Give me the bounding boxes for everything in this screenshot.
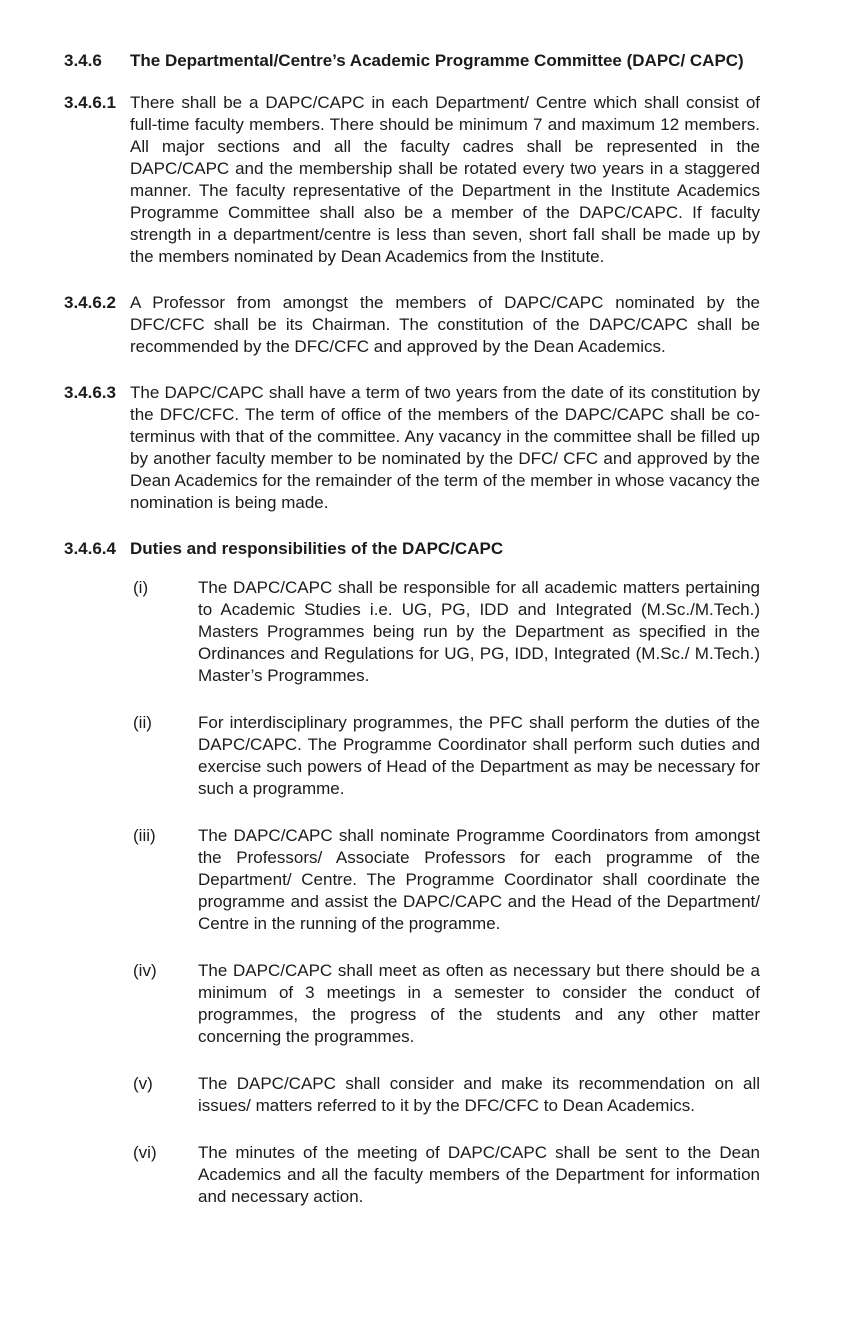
duties-item-ii-text: For interdisciplinary programmes, the PFC shall perform the duties of the DAPC/CAPC. The Programme Coordinator shall perform such duties and exercise such powers of Head of the Department as may be necessary for such a programme. <box>198 713 760 798</box>
duties-item-iv-marker: (iv) <box>133 961 157 980</box>
document-content <box>64 50 760 1233</box>
section-3-4-6-4-number: 3.4.6.4 <box>64 539 116 558</box>
section-3-4-6-3-paragraph: The DAPC/CAPC shall have a term of two years from the date of its constitution by the DFC/CFC. The term of office of the members of the DAPC/CAPC shall be co-terminus with that of the committee. Any vacancy in the committee shall be filled up by another faculty member to be nominated by the DFC/ CFC and approved by the Dean Academics for the remainder of the term of the member in whose vacancy the nomination is being made. <box>130 383 760 512</box>
section-3-4-6 <box>64 50 760 72</box>
duties-item-ii <box>133 712 760 800</box>
duties-item-iii-marker: (iii) <box>133 826 156 845</box>
section-3-4-6-1-paragraph: There shall be a DAPC/CAPC in each Department/ Centre which shall consist of full-time faculty members. There should be minimum 7 and maximum 12 members. All major sections and all the faculty cadres shall be represented in the DAPC/CAPC and the membership shall be rotated every two years in a staggered manner. The faculty representative of the Department in the Institute Academics Programme Committee shall also be a member of the DAPC/CAPC. If faculty strength in a department/centre is less than seven, short fall shall be made up by the members nominated by Dean Academics from the Institute. <box>130 93 760 266</box>
duties-item-vi-text: The minutes of the meeting of DAPC/CAPC shall be sent to the Dean Academics and all the faculty members of the Department for information and necessary action. <box>198 1143 760 1206</box>
duties-item-iv-text: The DAPC/CAPC shall meet as often as necessary but there should be a minimum of 3 meetings in a semester to consider the conduct of programmes, the progress of the students and any other matter concerning the programmes. <box>198 961 760 1046</box>
section-3-4-6-heading-text: The Departmental/Centre’s Academic Programme Committee (DAPC/ CAPC) <box>130 51 744 70</box>
section-3-4-6-3-number: 3.4.6.3 <box>64 383 116 402</box>
duties-item-iii-text: The DAPC/CAPC shall nominate Programme Coordinators from amongst the Professors/ Associate Professors for each programme of the Department/ Centre. The Programme Coordinator shall coordinate the programme and assist the DAPC/CAPC and the Head of the Department/ Centre in the running of the programme. <box>198 826 760 933</box>
duties-item-v-text: The DAPC/CAPC shall consider and make its recommendation on all issues/ matters referred to it by the DFC/CFC to Dean Academics. <box>198 1074 760 1115</box>
section-3-4-6-2 <box>64 292 760 358</box>
section-3-4-6-number: 3.4.6 <box>64 51 102 70</box>
duties-item-ii-marker: (ii) <box>133 713 152 732</box>
section-3-4-6-3 <box>64 382 760 514</box>
duties-list <box>133 577 760 1208</box>
section-3-4-6-2-number: 3.4.6.2 <box>64 293 116 312</box>
duties-item-v-marker: (v) <box>133 1074 153 1093</box>
duties-item-iii <box>133 825 760 935</box>
duties-item-vi <box>133 1142 760 1208</box>
section-3-4-6-2-paragraph: A Professor from amongst the members of DAPC/CAPC nominated by the DFC/CFC shall be its Chairman. The constitution of the DAPC/CAPC shall be recommended by the DFC/CFC and approved by the Dean Academics. <box>130 293 760 356</box>
duties-item-v <box>133 1073 760 1117</box>
duties-item-i <box>133 577 760 687</box>
section-3-4-6-1-number: 3.4.6.1 <box>64 93 116 112</box>
duties-item-i-marker: (i) <box>133 578 149 597</box>
duties-item-vi-marker: (vi) <box>133 1143 157 1162</box>
duties-item-i-text: The DAPC/CAPC shall be responsible for all academic matters pertaining to Academic Studies i.e. UG, PG, IDD and Integrated (M.Sc./M.Tech.) Masters Programmes being run by the Department as specified in the Ordinances and Regulations for UG, PG, IDD, Integrated (M.Sc./ M.Tech.) Master’s Programmes. <box>198 578 760 685</box>
duties-item-iv <box>133 960 760 1048</box>
section-3-4-6-4-heading-text: Duties and responsibilities of the DAPC/CAPC <box>130 539 504 558</box>
section-3-4-6-4 <box>64 538 760 560</box>
section-3-4-6-1 <box>64 92 760 268</box>
